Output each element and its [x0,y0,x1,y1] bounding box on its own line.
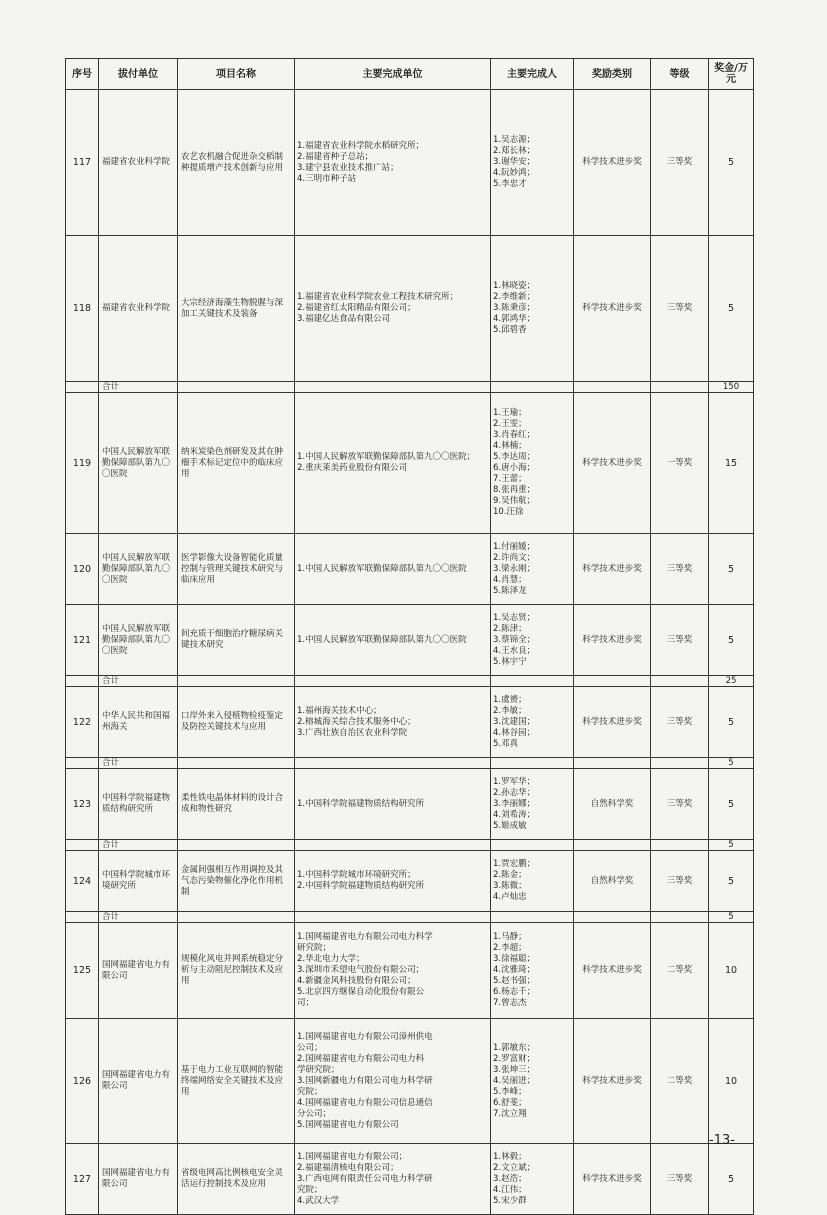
completer-person: 2.陈金； [493,870,527,880]
completer-person: 9.吴伟航； [493,496,536,506]
row-category: 科学技术进步奖 [574,534,651,605]
completer-unit: 1.中国人民解放军联勤保障部队第九〇〇医院 [297,634,467,645]
row-unit: 中华人民共和国福州海关 [99,687,178,758]
row-project: 间充质干细胞治疗糖尿病关键技术研究 [178,605,295,676]
completer-person: 2.李敏； [493,705,527,716]
completer-person: 3.肖春红； [493,430,536,440]
row-amount: 5 [709,605,754,676]
subtotal-empty [178,676,295,687]
row-amount: 5 [709,851,754,912]
subtotal-empty [651,758,709,769]
row-completers [295,236,491,382]
row-amount: 15 [709,393,754,534]
completer-person: 2.罗富财； [493,1053,536,1064]
award-table [65,58,754,1215]
row-category: 科学技术进步奖 [574,90,651,236]
completer-person: 5.李忠才 [493,179,527,189]
completer-person: 1.郭敏东； [493,1042,536,1053]
completer-unit: 5.北京四方继保自动化股份有限公 [297,987,425,997]
completer-person: 3.陈微； [493,881,527,891]
subtotal-empty [491,676,574,687]
row-level: 三等奖 [651,851,709,912]
completer-person: 3.谢华安； [493,157,536,167]
row-project: 柔性铁电晶体材料的设计合成和物性研究 [178,769,295,840]
row-persons [491,90,574,236]
completer-person: 3.徐福聪； [493,954,536,964]
row-persons [491,1144,574,1215]
completer-person: 10.汪徐 [493,507,524,517]
row-project: 金属间强相互作用调控及其气态污染物催化净化作用机制 [178,851,295,912]
completer-person: 4.郭鸿华； [493,314,536,324]
subtotal-empty [651,382,709,393]
completer-person: 2.李维新； [493,292,536,302]
row-persons [491,1019,574,1144]
row-unit: 中国科学院城市环境研究所 [99,851,178,912]
row-level: 三等奖 [651,769,709,840]
row-amount: 5 [709,687,754,758]
completer-person: 3.赵浩； [493,1173,527,1184]
completer-person: 1.吴志源； [493,135,536,145]
subtotal-empty [295,912,491,923]
completer-unit: 1.中国科学院城市环境研究所； [297,870,416,880]
subtotal-empty [66,758,99,769]
completer-unit: 1.中国人民解放军联勤保障部队第九〇〇医院 [297,563,467,574]
completer-person: 4.王水良； [493,645,536,656]
table-header-row [66,59,754,90]
completer-person: 4.肖慧； [493,574,527,585]
subtotal-empty [574,676,651,687]
row-amount: 5 [709,236,754,382]
row-number: 124 [66,851,99,912]
completer-person: 1.王瑜； [493,408,527,418]
completer-unit: 2.福建省种子总站； [297,151,374,162]
subtotal-label: 合计 [99,382,178,393]
completer-unit: 1.国网福建省电力有限公司漳州供电 [297,1031,433,1042]
subtotal-empty [66,676,99,687]
table-row [66,90,754,236]
table-row [66,534,754,605]
completer-person: 3.李丽娜； [493,798,536,809]
row-number: 117 [66,90,99,236]
row-persons [491,769,574,840]
completer-person: 6.杨志千； [493,987,536,997]
row-completers [295,1144,491,1215]
row-level: 三等奖 [651,1144,709,1215]
completer-unit: 1.国网福建省电力有限公司； [297,1151,408,1162]
completer-unit: 公司； [297,1042,323,1053]
completer-unit: 5.国网福建省电力有限公司 [297,1119,399,1130]
completer-person: 1.付丽媛； [493,541,536,552]
completer-unit: 4.国网福建省电力有限公司信息通信 [297,1097,433,1108]
completer-person: 2.王雯； [493,419,527,429]
table-row [66,851,754,912]
header-amount: 奖金/万元 [709,59,754,90]
row-completers [295,605,491,676]
row-unit: 国网福建省电力有限公司 [99,923,178,1019]
subtotal-empty [295,382,491,393]
subtotal-amount: 5 [709,758,754,769]
row-category: 科学技术进步奖 [574,236,651,382]
row-unit: 福建省农业科学院 [99,90,178,236]
subtotal-label: 合计 [99,912,178,923]
completer-unit: 究院； [297,1086,323,1097]
row-category: 科学技术进步奖 [574,605,651,676]
row-persons [491,236,574,382]
completer-unit: 2.国网福建省电力有限公司电力科 [297,1053,425,1064]
row-number: 125 [66,923,99,1019]
row-completers [295,1019,491,1144]
row-category: 科学技术进步奖 [574,1144,651,1215]
table-row [66,1019,754,1144]
completer-person: 7.王蕾； [493,474,527,484]
subtotal-empty [178,382,295,393]
header-category: 奖励类别 [574,59,651,90]
completer-unit: 2.福建福清核电有限公司； [297,1162,399,1173]
row-unit: 国网福建省电力有限公司 [99,1019,178,1144]
completer-person: 5.赵书强； [493,976,536,986]
row-amount: 10 [709,1019,754,1144]
completer-person: 1.马静； [493,932,527,942]
subtotal-amount: 5 [709,912,754,923]
subtotal-empty [295,758,491,769]
completer-person: 5.李达周； [493,452,536,462]
row-project: 纳米炭染色剂研发及其在肿瘤手术标记定位中的临床应用 [178,393,295,534]
completer-unit: 1.福建省农业科学院水稻研究所； [297,140,425,151]
row-completers [295,393,491,534]
row-amount: 10 [709,923,754,1019]
subtotal-label: 合计 [99,676,178,687]
subtotal-row [66,840,754,851]
subtotal-empty [574,382,651,393]
completer-person: 5.邓真 [493,738,519,749]
completer-unit: 1.福建省农业科学院农业工程技术研究所； [297,292,459,302]
completer-person: 5.陈泽龙 [493,585,527,596]
row-persons [491,393,574,534]
completer-person: 1.林毅； [493,1151,527,1162]
subtotal-empty [491,382,574,393]
row-unit: 中国人民解放军联勤保障部队第九〇〇医院 [99,605,178,676]
row-unit: 国网福建省电力有限公司 [99,1144,178,1215]
completer-person: 4.刘希涛； [493,809,536,820]
row-level: 三等奖 [651,90,709,236]
award-table-container [65,58,754,1215]
row-level: 三等奖 [651,534,709,605]
completer-unit: 1.中国科学院福建物质结构研究所 [297,798,425,809]
row-category: 自然科学奖 [574,769,651,840]
row-number: 121 [66,605,99,676]
completer-person: 4.林谷园； [493,727,536,738]
subtotal-row [66,912,754,923]
row-completers [295,923,491,1019]
subtotal-empty [574,912,651,923]
subtotal-empty [491,912,574,923]
subtotal-row [66,676,754,687]
row-project: 大宗经济海藻生物脱腥与深加工关键技术及装备 [178,236,295,382]
subtotal-empty [178,758,295,769]
table-row [66,1144,754,1215]
row-amount: 5 [709,90,754,236]
row-completers [295,851,491,912]
header-persons: 主要完成人 [491,59,574,90]
table-row [66,393,754,534]
completer-unit: 研究院； [297,943,332,953]
subtotal-empty [295,840,491,851]
table-row [66,923,754,1019]
completer-person: 4.沈雅琦； [493,965,536,975]
row-level: 三等奖 [651,687,709,758]
row-number: 126 [66,1019,99,1144]
subtotal-empty [66,912,99,923]
row-persons [491,687,574,758]
row-completers [295,687,491,758]
subtotal-empty [574,840,651,851]
completer-unit: 1.福州海关技术中心； [297,705,382,716]
completer-unit: 4.武汉大学 [297,1195,340,1206]
subtotal-empty [491,758,574,769]
row-project: 基于电力工业互联网的智能终端网络安全关键技术及应用 [178,1019,295,1144]
completer-person: 2.陈津； [493,623,527,634]
row-project: 医学影像大设备智能化质量控制与管理关键技术研究与临床应用 [178,534,295,605]
header-no: 序号 [66,59,99,90]
completer-unit: 2.华北电力大学； [297,954,365,964]
row-level: 二等奖 [651,923,709,1019]
completer-unit: 学研究院； [297,1064,340,1075]
completer-unit: 3.福建亿达食品有限公司 [297,314,391,324]
completer-person: 5.姬成敏 [493,820,527,831]
row-unit: 福建省农业科学院 [99,236,178,382]
table-row [66,605,754,676]
table-row [66,236,754,382]
completer-person: 4.卢灿忠 [493,892,527,902]
subtotal-empty [651,840,709,851]
subtotal-empty [491,840,574,851]
completer-unit: 1.国网福建省电力有限公司电力科学 [297,932,433,942]
completer-unit: 1.中国人民解放军联勤保障部队第九〇〇医院； [297,452,476,462]
row-number: 120 [66,534,99,605]
row-completers [295,534,491,605]
completer-person: 2.孙志华； [493,787,536,798]
table-body [66,90,754,1215]
row-number: 122 [66,687,99,758]
header-unit: 拔付单位 [99,59,178,90]
completer-person: 2.文立斌； [493,1162,536,1173]
completer-unit: 2.重庆莱美药业股份有限公司 [297,463,408,473]
row-category: 科学技术进步奖 [574,923,651,1019]
row-number: 123 [66,769,99,840]
completer-person: 4.吴丽进； [493,1075,536,1086]
subtotal-amount: 150 [709,382,754,393]
subtotal-empty [66,840,99,851]
subtotal-empty [574,758,651,769]
completer-unit: 分公司； [297,1108,332,1119]
row-category: 科学技术进步奖 [574,1019,651,1144]
row-amount: 5 [709,769,754,840]
completer-unit: 3.深圳市禾望电气股份有限公司； [297,965,425,975]
completer-person: 5.邱碧香 [493,325,527,335]
subtotal-label: 合计 [99,758,178,769]
row-unit: 中国人民解放军联勤保障部队第九〇〇医院 [99,534,178,605]
completer-person: 5.宋少群 [493,1195,527,1206]
row-amount: 5 [709,1144,754,1215]
subtotal-empty [178,912,295,923]
row-category: 科学技术进步奖 [574,687,651,758]
header-completers: 主要完成单位 [295,59,491,90]
completer-unit: 3.广西壮族自治区农业科学院 [297,727,408,738]
row-persons [491,605,574,676]
row-amount: 5 [709,534,754,605]
completer-person: 1.吴志贤； [493,612,536,623]
subtotal-empty [651,676,709,687]
subtotal-empty [66,382,99,393]
row-project: 省级电网高比例核电安全灵活运行控制技术及应用 [178,1144,295,1215]
row-completers [295,769,491,840]
subtotal-row [66,758,754,769]
completer-unit: 2.福建省红太阳精品有限公司； [297,303,416,313]
subtotal-label: 合计 [99,840,178,851]
table-row [66,769,754,840]
row-level: 一等奖 [651,393,709,534]
row-project: 口岸外来入侵植物检疫鉴定及防控关键技术与应用 [178,687,295,758]
completer-person: 3.沈建国； [493,716,536,727]
row-unit: 中国人民解放军联勤保障部队第九〇〇医院 [99,393,178,534]
completer-person: 6.舒斐； [493,1097,527,1108]
row-number: 118 [66,236,99,382]
subtotal-row [66,382,754,393]
completer-person: 4.林楠； [493,441,527,451]
completer-unit: 究院； [297,1184,323,1195]
subtotal-empty [651,912,709,923]
completer-person: 5.林宇宁 [493,656,527,667]
completer-unit: 4.新疆金风科技股份有限公司； [297,976,416,986]
header-project: 项目名称 [178,59,295,90]
completer-unit: 3.广西电网有限责任公司电力科学研 [297,1173,433,1184]
subtotal-empty [178,840,295,851]
completer-person: 1.林晓姿； [493,281,536,291]
page-number: -13- [709,1133,735,1148]
row-number: 119 [66,393,99,534]
completer-unit: 司； [297,998,315,1008]
header-level: 等级 [651,59,709,90]
table-row [66,687,754,758]
completer-unit: 3.国网新疆电力有限公司电力科学研 [297,1075,433,1086]
completer-person: 3.蔡锦全； [493,634,536,645]
completer-person: 8.张再重； [493,485,536,495]
row-project: 农艺农机融合促进杂交稻制种提质增产技术创新与应用 [178,90,295,236]
completer-person: 3.梁永刚； [493,563,536,574]
completer-unit: 3.建宁县农业技术推广站； [297,162,399,173]
completer-person: 1.贾宏鹏； [493,859,536,869]
completer-person: 7.曾志杰 [493,998,527,1008]
completer-person: 2.李超； [493,943,527,953]
completer-person: 5.李峰； [493,1086,527,1097]
completer-person: 7.沈立翔 [493,1108,527,1119]
completer-person: 2.郑长林； [493,146,536,156]
completer-person: 3.张坤三； [493,1064,536,1075]
row-persons [491,923,574,1019]
row-category: 科学技术进步奖 [574,393,651,534]
subtotal-amount: 25 [709,676,754,687]
row-unit: 中国科学院福建物质结构研究所 [99,769,178,840]
row-level: 三等奖 [651,236,709,382]
row-persons [491,534,574,605]
row-project: 规模化风电并网系统稳定分析与主动阻尼控制技术及应用 [178,923,295,1019]
subtotal-empty [295,676,491,687]
completer-person: 1.虞赟； [493,694,527,705]
completer-person: 3.陈秉彦； [493,303,536,313]
completer-person: 4.阮妙鸿； [493,168,536,178]
row-level: 三等奖 [651,605,709,676]
row-number: 127 [66,1144,99,1215]
row-level: 二等奖 [651,1019,709,1144]
completer-person: 2.许尚文； [493,552,536,563]
row-completers [295,90,491,236]
completer-person: 1.罗军华； [493,776,536,787]
completer-person: 6.唐小海； [493,463,536,473]
completer-unit: 4.三明市种子站 [297,173,357,184]
row-category: 自然科学奖 [574,851,651,912]
completer-unit: 2.中国科学院福建物质结构研究所 [297,881,425,891]
row-persons [491,851,574,912]
completer-person: 4.江伟； [493,1184,527,1195]
completer-unit: 2.榕城海关综合技术服务中心； [297,716,416,727]
subtotal-amount: 5 [709,840,754,851]
